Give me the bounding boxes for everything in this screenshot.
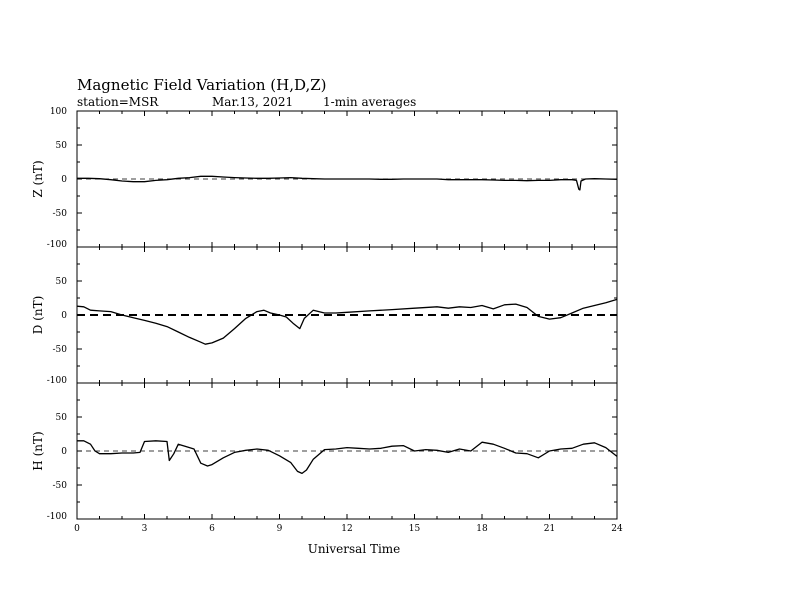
h-y-tick-label: -50 bbox=[52, 481, 67, 491]
x-tick-label: 15 bbox=[408, 524, 421, 534]
z-y-tick-label: -100 bbox=[46, 240, 67, 250]
z-series-line bbox=[77, 176, 617, 190]
h-y-tick-label: 50 bbox=[55, 413, 67, 423]
x-tick-label: 21 bbox=[543, 524, 556, 534]
d-y-tick-label: -50 bbox=[52, 345, 67, 355]
d-y-tick-label: 0 bbox=[61, 311, 67, 321]
d-y-tick-label: 50 bbox=[55, 277, 67, 287]
panels-group bbox=[31, 107, 623, 534]
station-label: station=MSR bbox=[77, 95, 159, 109]
chart-title: Magnetic Field Variation (H,D,Z) bbox=[77, 76, 327, 94]
x-tick-label: 18 bbox=[476, 524, 488, 534]
x-tick-label: 3 bbox=[141, 524, 148, 534]
d-y-axis-label: D (nT) bbox=[31, 295, 45, 335]
z-y-tick-label: 0 bbox=[61, 175, 67, 185]
x-tick-label: 0 bbox=[74, 524, 80, 534]
x-tick-label: 24 bbox=[611, 524, 623, 534]
h-y-tick-label: -100 bbox=[46, 512, 67, 522]
x-tick-label: 9 bbox=[276, 524, 283, 534]
z-y-axis-label: Z (nT) bbox=[31, 160, 45, 198]
z-y-tick-label: 50 bbox=[55, 141, 67, 151]
z-y-tick-label: -50 bbox=[52, 209, 67, 219]
x-tick-label: 12 bbox=[341, 524, 353, 534]
d-series-line bbox=[77, 299, 617, 344]
h-series-line bbox=[77, 441, 617, 474]
z-y-tick-label: 100 bbox=[49, 107, 67, 117]
date-label: Mar.13, 2021 bbox=[212, 95, 294, 109]
h-y-axis-label: H (nT) bbox=[31, 431, 45, 471]
h-y-tick-label: 0 bbox=[61, 447, 67, 457]
averaging-label: 1-min averages bbox=[323, 95, 417, 109]
x-axis-label: Universal Time bbox=[307, 542, 401, 556]
d-y-tick-label: -100 bbox=[46, 376, 67, 386]
x-tick-label: 6 bbox=[209, 524, 215, 534]
